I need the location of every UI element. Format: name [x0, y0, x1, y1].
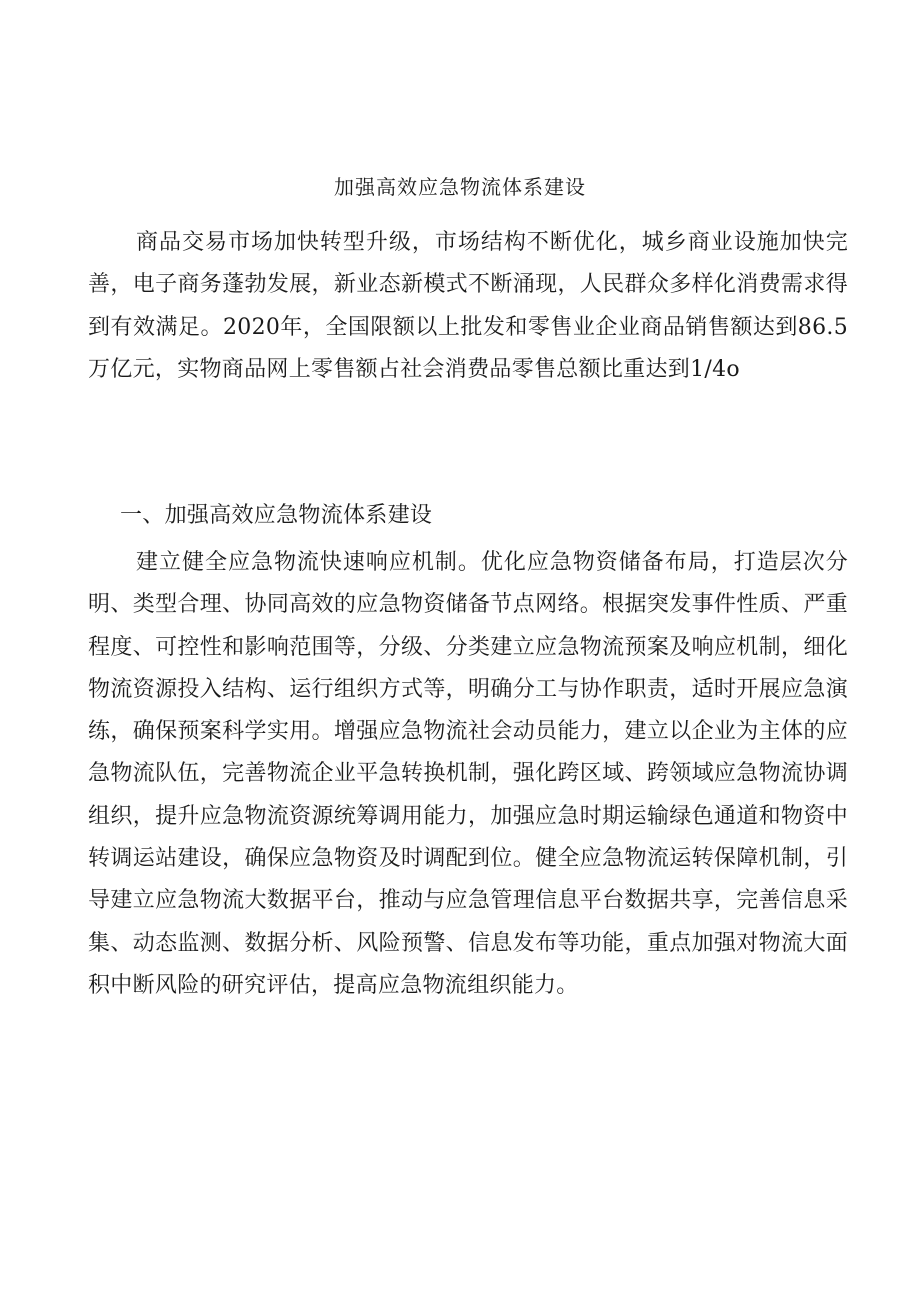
intro-paragraph: 商品交易市场加快转型升级，市场结构不断优化，城乡商业设施加快完善，电子商务蓬勃发展，新业态新模式不断涌现，人民群众多样化消费需求得到有效满足。2020年，全国限额以上批发和零售业企业商品销售额达到86.5万亿元，实物商品网上零售额占社会消费品零售总额比重达到1/4o [88, 230, 848, 382]
section-heading: 一、加强高效应急物流体系建设 [120, 503, 433, 528]
section-paragraph: 建立健全应急物流快速响应机制。优化应急物资储备布局，打造层次分明、类型合理、协同高效的应急物资储备节点网络。根据突发事件性质、严重程度、可控性和影响范围等，分级、分类建立应急物流预案及响应机制，细化物流资源投入结构、运行组织方式等，明确分工与协作职责，适时开展应急演练，确保预案科学实用。增强应急物流社会动员能力，建立以企业为主体的应急物流队伍，完善物流企业平急转换机制，强化跨区域、跨领域应急物流协调组织，提升应急物流资源统筹调用能力，加强应急时期运输绿色通道和物资中转调运站建设，确保应急物资及时调配到位。健全应急物流运转保障机制，引导建立应急物流大数据平台，推动与应急管理信息平台数据共享，完善信息采集、动态监测、数据分析、风险预警、信息发布等功能，重点加强对物流大面积中断风险的研究评估，提高应急物流组织能力。 [88, 550, 848, 998]
document-title: 加强高效应急物流体系建设 [334, 175, 586, 199]
